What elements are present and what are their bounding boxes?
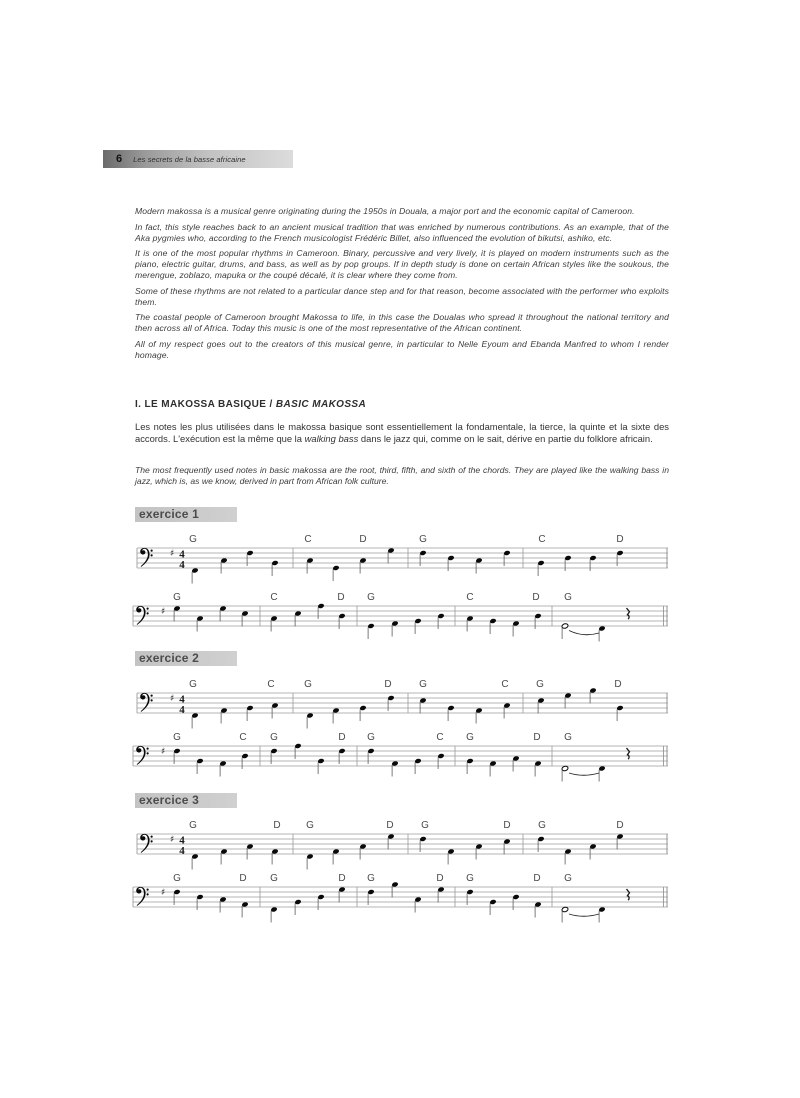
svg-text:G: G [564,592,572,603]
music-system-ex2-staff1 [130,671,675,729]
music-system-ex1-staff1 [130,526,675,584]
section-heading-fr: I. LE MAKOSSA BASIQUE / [135,399,276,410]
page-header-bar [103,150,293,168]
svg-text:C: C [466,592,474,603]
music-system-ex1-staff2 [130,584,675,642]
svg-text:G: G [419,534,427,545]
svg-text:♯: ♯ [161,747,166,757]
svg-text:G: G [367,592,375,603]
book-title: Les secrets de la basse africaine [133,154,246,164]
intro-paragraph: In fact, this style reaches back to an ancient musical tradition that was enriched by numerous contributions. As an example, that of the Aka pygmies who, according to the French musicologist Frédéric Billet, also influenced the evolution of bikutsi, ashiko, etc. [135,221,669,243]
intro-paragraph: All of my respect goes out to the creators of this musical genre, in particular to Nelle Eyoum and Ebanda Manfred to whom I render homage. [135,338,669,360]
svg-text:C: C [538,534,546,545]
svg-text:G: G [419,679,427,690]
svg-text:♯: ♯ [170,549,175,559]
svg-text:C: C [436,732,444,743]
svg-text:G: G [304,679,312,690]
svg-text:D: D [616,820,624,831]
svg-text:D: D [273,820,281,831]
svg-text:D: D [359,534,367,545]
svg-text:D: D [436,873,444,884]
svg-text:♯: ♯ [170,835,175,845]
svg-text:D: D [386,820,394,831]
svg-text:D: D [532,592,540,603]
svg-text:4: 4 [179,834,185,847]
svg-text:4: 4 [179,558,185,571]
section-heading-en: BASIC MAKOSSA [275,399,367,410]
intro-paragraph: The coastal people of Cameroon brought Makossa to life, in this case the Doualas who spread it throughout the national territory and then across all of Africa. Today this music is one of the most representative of the African continent. [135,312,669,333]
svg-text:G: G [173,592,181,603]
svg-text:4: 4 [179,703,185,716]
svg-text:G: G [270,873,278,884]
svg-text:♯: ♯ [161,607,166,617]
page-number: 6 [116,153,123,165]
music-system-ex2-staff2 [130,724,675,782]
svg-text:G: G [189,534,197,545]
intro-paragraph: It is one of the most popular rhythms in Cameroon. Binary, percussive and very lively, it is played on modern instruments such as the piano, electric guitar, drums, and bass, as well as by pop groups. If in depth study is done on certain African styles like the soukous, the merengue, zoblazo, mapuka or the coupé décalé, it is clear where they come from. [135,248,669,280]
svg-text:G: G [189,820,197,831]
svg-text:D: D [337,592,345,603]
svg-text:D: D [384,679,392,690]
svg-text:♯: ♯ [170,694,175,704]
svg-text:♯: ♯ [161,888,166,898]
svg-text:G: G [189,679,197,690]
french-paragraph [135,421,669,446]
svg-text:D: D [533,873,541,884]
svg-text:G: G [367,732,375,743]
svg-text:D: D [616,534,624,545]
french-text: dans le jazz qui, comme on le sait, dérive en partie du folklore africain. [358,433,653,445]
svg-text:C: C [270,592,278,603]
svg-text:G: G [538,820,546,831]
section-heading [135,399,366,410]
svg-text:G: G [367,873,375,884]
svg-text:4: 4 [179,693,185,706]
intro-paragraph: Some of these rhythms are not related to a particular dance step and for that reason, become associated with the performer who exploits them. [135,285,669,307]
svg-text:G: G [306,820,314,831]
music-system-ex3-staff2 [130,865,675,923]
svg-text:C: C [304,534,312,545]
french-text: Les notes les plus utilisées dans le makossa basique sont essentiellement la fondamentale, la tierce, la quinte et la sixte des accords. L'exécution est la même que la [135,421,669,445]
svg-text:G: G [536,679,544,690]
exercise-1-label: exercice 1 [135,507,237,522]
svg-text:D: D [503,820,511,831]
svg-text:G: G [564,732,572,743]
svg-text:G: G [421,820,429,831]
intro-paragraph: Modern makossa is a musical genre originating during the 1950s in Douala, a major port and the economic capital of Cameroon. [135,206,635,216]
french-italic-term: walking bass [304,433,359,445]
svg-text:G: G [270,732,278,743]
svg-text:D: D [239,873,247,884]
svg-text:G: G [173,732,181,743]
svg-text:D: D [338,873,346,884]
svg-text:4: 4 [179,548,185,561]
exercise-2-label: exercice 2 [135,651,237,666]
svg-text:G: G [466,732,474,743]
svg-text:C: C [239,732,247,743]
intro-translation-block [135,206,669,365]
exercise-3-label: exercice 3 [135,793,237,808]
svg-text:G: G [173,873,181,884]
svg-text:C: C [501,679,509,690]
svg-text:4: 4 [179,844,185,857]
svg-text:G: G [564,873,572,884]
svg-text:D: D [614,679,622,690]
english-translation-paragraph: The most frequently used notes in basic makossa are the root, third, fifth, and sixth of the chords. They are played like the walking bass in jazz, which is, as we know, derived in part from African folk culture. [135,465,669,486]
svg-text:D: D [533,732,541,743]
svg-text:D: D [338,732,346,743]
music-system-ex3-staff1 [130,812,675,870]
svg-text:C: C [267,679,275,690]
svg-text:G: G [466,873,474,884]
